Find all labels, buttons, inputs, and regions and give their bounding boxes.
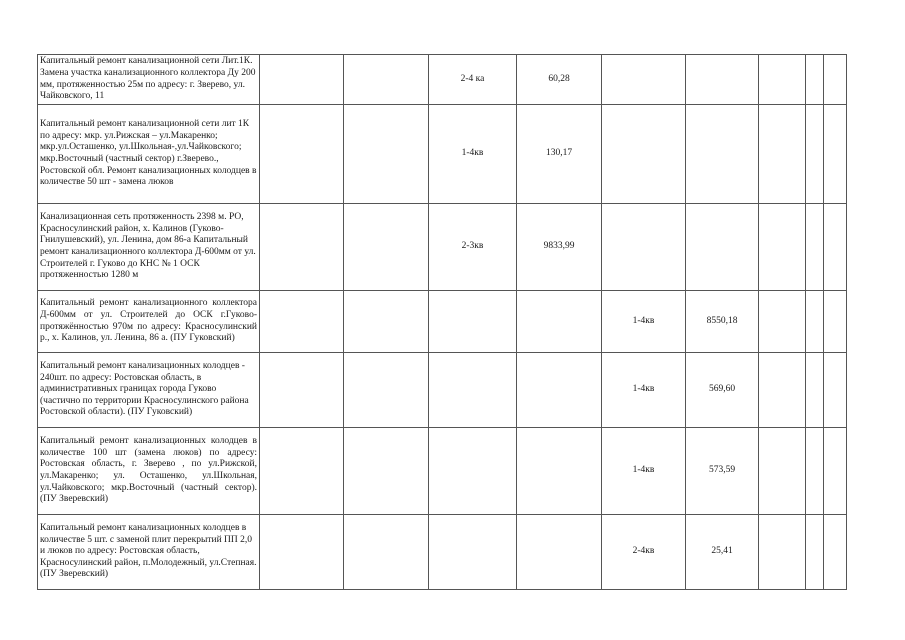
empty-cell — [806, 428, 824, 515]
amount-cell: 25,41 — [686, 515, 759, 590]
empty-cell — [344, 353, 429, 428]
empty-cell — [806, 353, 824, 428]
table-row — [38, 353, 847, 428]
quarter-cell: 2-4кв — [602, 515, 686, 590]
empty-cell — [344, 428, 429, 515]
empty-cell — [806, 55, 824, 105]
empty-cell — [806, 515, 824, 590]
empty-cell — [344, 515, 429, 590]
quarter-cell — [429, 428, 517, 515]
table-row — [38, 428, 847, 515]
empty-cell — [824, 353, 847, 428]
amount-cell: 130,17 — [517, 105, 602, 204]
empty-cell — [344, 204, 429, 291]
empty-cell — [260, 353, 344, 428]
table-row — [38, 204, 847, 291]
amount-cell: 8550,18 — [686, 291, 759, 353]
quarter-cell: 2-3кв — [429, 204, 517, 291]
work-plan-table — [37, 54, 847, 590]
work-description: Капитальный ремонт канализационного коллектора Д-600мм от ул. Строителей до ОСК г.Гуково- протяжённостью 970м по адресу: Красносулинский р., х. Калинов, ул. Ленина, 86 а. (ПУ Гуковский) — [38, 291, 260, 353]
empty-cell — [260, 291, 344, 353]
work-description: Капитальный ремонт канализационных колодцев в количестве 100 шт (замена люков) по адресу: Ростовская область, г. Зверево , по ул.Рижской, ул.Макаренко; ул. Осташенко, ул.Школьная, ул.Чайковского; мкр.Восточный (частный сектор). (ПУ Зверевский) — [38, 428, 260, 515]
empty-cell — [824, 105, 847, 204]
work-description: Капитальный ремонт канализационной сети лит 1К по адресу: мкр. ул.Рижская – ул.Макаренко; мкр.ул.Осташенко, ул.Школьная-,ул.Чайковского; мкр.Восточный (частный сектор) г.Зверево., Ростовской обл. Ремонт канализационных колодцев в количестве 50 шт - замена люков — [38, 105, 260, 204]
empty-cell — [344, 55, 429, 105]
empty-cell — [759, 515, 806, 590]
quarter-cell — [602, 204, 686, 291]
empty-cell — [824, 55, 847, 105]
work-description: Капитальный ремонт канализационной сети Лит.1К. Замена участка канализационного коллектора Ду 200 мм, протяженностью 25м по адресу: г. Зверево, ул. Чайковского, 11 — [38, 55, 260, 105]
empty-cell — [344, 105, 429, 204]
empty-cell — [260, 515, 344, 590]
amount-cell — [517, 428, 602, 515]
work-description: Канализационная сеть протяженность 2398 м. РО, Красносулинский район, х. Калинов (Гуково-Гнилушевский), ул. Ленина, дом 86-а Капитальный ремонт канализационного коллектора Д-600мм от ул. Строителей г. Гуково до КНС № 1 ОСК протяженностью 1280 м — [38, 204, 260, 291]
quarter-cell — [429, 291, 517, 353]
quarter-cell: 1-4кв — [602, 353, 686, 428]
quarter-cell — [602, 55, 686, 105]
empty-cell — [824, 204, 847, 291]
empty-cell — [824, 428, 847, 515]
empty-cell — [759, 428, 806, 515]
amount-cell: 573,59 — [686, 428, 759, 515]
table-row — [38, 105, 847, 204]
empty-cell — [260, 105, 344, 204]
empty-cell — [824, 515, 847, 590]
table-row — [38, 55, 847, 105]
amount-cell — [517, 291, 602, 353]
quarter-cell: 1-4кв — [602, 291, 686, 353]
empty-cell — [759, 204, 806, 291]
quarter-cell: 1-4кв — [602, 428, 686, 515]
work-description: Капитальный ремонт канализационных колодцев - 240шт. по адресу: Ростовская область, в административных границах города Гуково (частично по территории Красносулинского района Ростовской области). (ПУ Гуковский) — [38, 353, 260, 428]
empty-cell — [344, 291, 429, 353]
amount-cell: 569,60 — [686, 353, 759, 428]
quarter-cell: 1-4кв — [429, 105, 517, 204]
empty-cell — [759, 105, 806, 204]
empty-cell — [806, 204, 824, 291]
table-row — [38, 291, 847, 353]
empty-cell — [759, 353, 806, 428]
amount-cell — [686, 105, 759, 204]
work-description: Капитальный ремонт канализационных колодцев в количестве 5 шт. с заменой плит перекрытий ПП 2,0 и люков по адресу: Ростовская область, Красносулинский район, п.Молодежный, ул.Степная. (ПУ Зверевский) — [38, 515, 260, 590]
empty-cell — [759, 291, 806, 353]
empty-cell — [260, 428, 344, 515]
empty-cell — [260, 204, 344, 291]
amount-cell — [517, 515, 602, 590]
amount-cell — [686, 55, 759, 105]
empty-cell — [260, 55, 344, 105]
quarter-cell: 2-4 ка — [429, 55, 517, 105]
quarter-cell — [429, 515, 517, 590]
amount-cell: 60,28 — [517, 55, 602, 105]
empty-cell — [759, 55, 806, 105]
quarter-cell — [429, 353, 517, 428]
table-row — [38, 515, 847, 590]
quarter-cell — [602, 105, 686, 204]
amount-cell: 9833,99 — [517, 204, 602, 291]
amount-cell — [517, 353, 602, 428]
amount-cell — [686, 204, 759, 291]
empty-cell — [806, 105, 824, 204]
empty-cell — [824, 291, 847, 353]
empty-cell — [806, 291, 824, 353]
